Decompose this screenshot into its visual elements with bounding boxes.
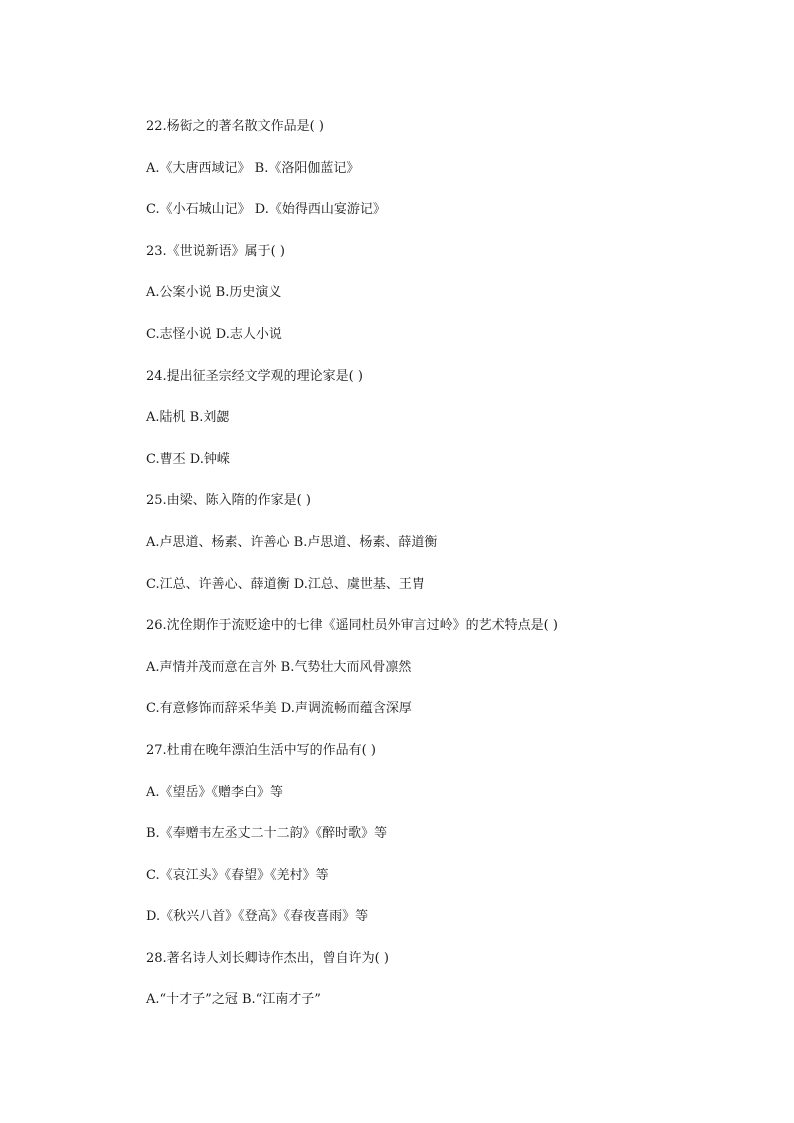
question-25-options-cd: C.江总、许善心、薛道衡 D.江总、虞世基、王胄: [146, 576, 425, 592]
question-24-options-cd: C.曹丕 D.钟嵘: [146, 451, 230, 467]
question-26-stem: 26.沈佺期作于流贬途中的七律《遥同杜员外审言过岭》的艺术特点是( ): [146, 618, 558, 634]
question-23-stem: 23.《世说新语》属于( ): [146, 243, 285, 259]
question-26-options-ab: A.声情并茂而意在言外 B.气势壮大而风骨凛然: [146, 659, 412, 675]
question-27-option-b: B.《奉赠韦左丞丈二十二韵》《醉时歌》等: [146, 826, 388, 842]
question-27-stem: 27.杜甫在晚年漂泊生活中写的作品有( ): [146, 742, 376, 758]
question-27-option-d: D.《秋兴八首》《登高》《春夜喜雨》等: [146, 909, 369, 925]
question-27-option-a: A.《望岳》《赠李白》等: [146, 784, 284, 800]
question-23-options-ab: A.公案小说 B.历史演义: [146, 285, 282, 301]
question-28-options-ab: A.“十才子”之冠 B.“江南才子”: [146, 992, 321, 1008]
question-24-stem: 24.提出征圣宗经文学观的理论家是( ): [146, 368, 363, 384]
question-27-option-c: C.《哀江头》《春望》《羌村》等: [146, 867, 329, 883]
question-23-options-cd: C.志怪小说 D.志人小说: [146, 326, 282, 342]
question-26-options-cd: C.有意修饰而辞采华美 D.声调流畅而蕴含深厚: [146, 701, 412, 717]
question-25-options-ab: A.卢思道、杨素、许善心 B.卢思道、杨素、薛道衡: [146, 534, 438, 550]
question-28-stem: 28.著名诗人刘长卿诗作杰出，曾自许为( ): [146, 950, 389, 966]
question-22-options-ab: A.《大唐西域记》 B.《洛阳伽蓝记》: [146, 160, 360, 176]
question-list: [146, 117, 706, 1032]
question-24-options-ab: A.陆机 B.刘勰: [146, 410, 230, 426]
question-22-stem: 22.杨衒之的著名散文作品是( ): [146, 119, 324, 134]
question-25-stem: 25.由梁、陈入隋的作家是( ): [146, 493, 311, 509]
question-22-options-cd: C.《小石城山记》 D.《始得西山宴游记》: [146, 202, 386, 218]
